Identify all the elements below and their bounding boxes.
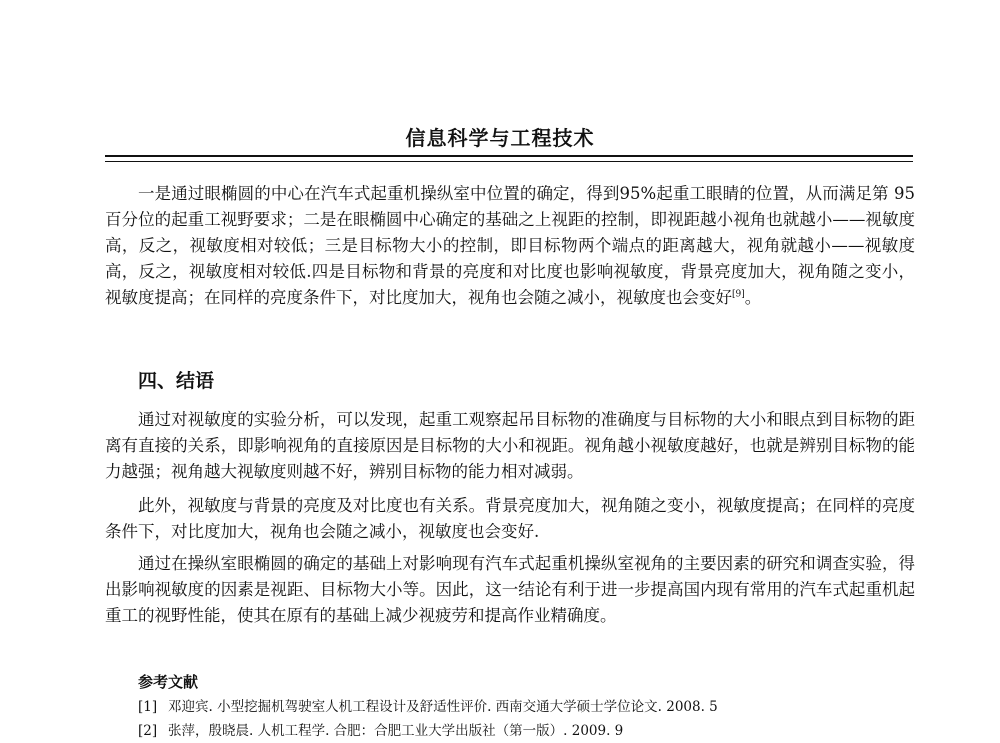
paragraph-conclusion-2: 此外，视敏度与背景的亮度及对比度也有关系。背景亮度加大，视角随之变小，视敏度提高；在同样的亮度条件下，对比度加大，视角也会随之减小，视敏度也会变好. [105,496,915,541]
reference-text: 邓迎宾. 小型挖掘机驾驶室人机工程设计及舒适性评价. 西南交通大学硕士学位论文. 2008. 5 [168,699,718,715]
paragraph-text: 一是通过眼椭圆的中心在汽车式起重机操纵室中位置的确定，得到95%起重工眼睛的位置，从而满足第 95 百分位的起重工视野要求；二是在眼椭圆中心确定的基础之上视距的控制，即视距越小视角也就越小——视敏度高，反之，视敏度相对较低；三是目标物大小的控制，即目标物两个端点的距离越大，视角就越小——视敏度高，反之，视敏度相对较低.四是目标物和背景的亮度和对比度也影响视敏度，背景亮度加大，视角随之变小，视敏度提高；在同样的亮度条件下，对比度加大，视角也会随之减小，视敏度也会变好 [105,184,915,307]
reference-text: 张萍，殷晓晨. 人机工程学. 合肥：合肥工业大学出版社（第一版）. 2009. 9 [168,723,624,739]
header-rule-thin [105,161,913,162]
paragraph-eye-ellipse-factors [105,181,915,311]
paragraph-end-punct: 。 [744,288,762,307]
reference-item [138,695,898,719]
references-heading: 参考文献 [138,673,199,691]
citation-marker: [9] [732,289,745,300]
reference-label: [2] [138,723,158,739]
section-heading-conclusion: 四、结语 [138,370,215,392]
reference-label: [1] [138,699,158,715]
header-rule-thick [105,155,913,157]
references-list [138,695,898,743]
paragraph-conclusion-1: 通过对视敏度的实验分析，可以发现，起重工观察起吊目标物的准确度与目标物的大小和眼点到目标物的距离有直接的关系，即影响视角的直接原因是目标物的大小和视距。视角越小视敏度越好，也就是辨别目标物的能力越强；视角越大视敏度则越不好，辨别目标物的能力相对减弱。 [105,410,915,481]
paragraph-conclusion-3: 通过在操纵室眼椭圆的确定的基础上对影响现有汽车式起重机操纵室视角的主要因素的研究和调查实验，得出影响视敏度的因素是视距、目标物大小等。因此，这一结论有利于进一步提高国内现有常用的汽车式起重机起重工的视野性能，使其在原有的基础上减少视疲劳和提高作业精确度。 [105,554,915,625]
reference-item [138,719,898,743]
running-header-title: 信息科学与工程技术 [405,126,595,150]
